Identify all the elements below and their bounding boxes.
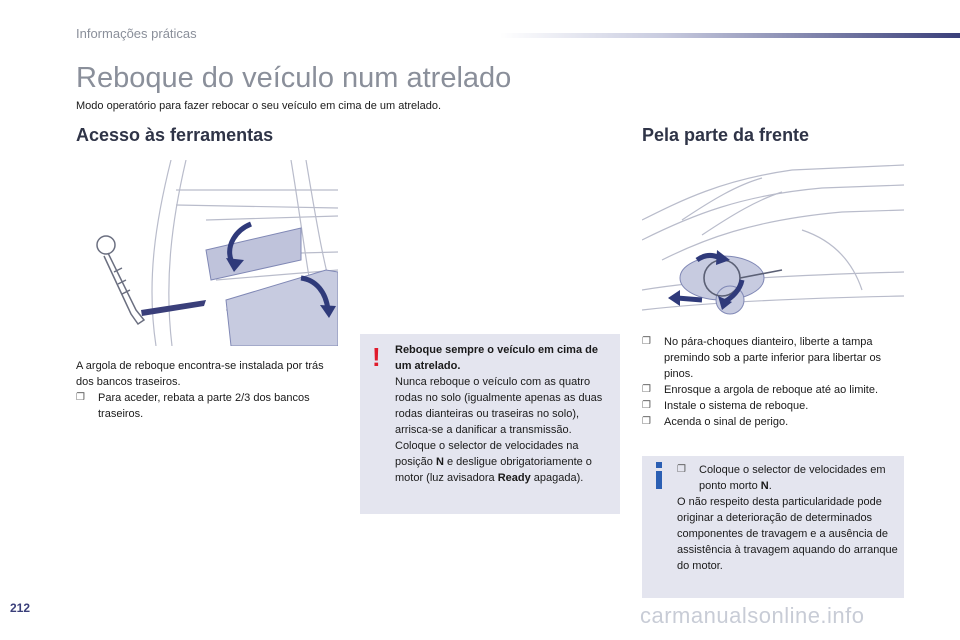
checkbox-bullet-icon: ❐ (642, 400, 651, 411)
info-bullet-pre: Coloque o selector de velocidades em ponto morto (699, 464, 886, 492)
warning-box (360, 334, 620, 514)
seat-illustration-svg (76, 160, 338, 346)
right-bullet-text: Enrosque a argola de reboque até ao limite. (664, 384, 879, 396)
watermark: carmanualsonline.info (640, 603, 865, 628)
right-bullet-row (642, 414, 904, 430)
heading-front: Pela parte da frente (642, 125, 810, 145)
info-icon (654, 462, 664, 492)
illustration-seat-towring (76, 160, 338, 346)
info-gear-n: N (760, 480, 769, 492)
info-bullet-text (699, 462, 899, 494)
info-bullet-row (677, 462, 899, 494)
warning-line2-pre: Coloque o selector de velocidades na posição (395, 440, 579, 468)
page-subtitle: Modo operatório para fazer rebocar o seu veículo em cima de um atrelado. (76, 100, 442, 112)
info-box (642, 456, 904, 598)
bumper-illustration-svg (642, 160, 904, 326)
right-bullet-row (642, 334, 904, 382)
right-bullet-text: Instale o sistema de reboque. (664, 400, 809, 412)
warning-line2-end: apagada). (530, 472, 584, 484)
warning-title: Reboque sempre o veículo em cima de um atrelado. (395, 344, 598, 372)
left-bullet-text: Para aceder, rebata a parte 2/3 dos bancos traseiros. (98, 392, 310, 420)
checkbox-bullet-icon: ❐ (642, 336, 651, 347)
checkbox-bullet-icon: ❐ (76, 392, 85, 403)
checkbox-bullet-icon: ❐ (642, 416, 651, 427)
heading-tools-access: Acesso às ferramentas (76, 125, 274, 145)
warning-text (395, 342, 617, 486)
left-body (76, 358, 338, 422)
warning-ready: Ready (497, 472, 531, 484)
left-intro: A argola de reboque encontra-se instalada por trás dos bancos traseiros. (76, 360, 324, 388)
exclamation-icon: ! (372, 342, 381, 372)
left-bullet-row (76, 390, 338, 422)
warning-line2-post: e desligue obrigatoriamente o motor (luz avisadora (395, 456, 592, 484)
right-bullet-text: No pára-choques dianteiro, liberte a tampa premindo sob a parte inferior para libertar os pinos. (664, 336, 882, 380)
right-bullet-row (642, 382, 904, 398)
warning-line1: Nunca reboque o veículo com as quatro rodas no solo (igualmente apenas as duas rodas dianteiras ou traseiras no solo), arrisca-se a danificar a transmissão. (395, 376, 603, 436)
info-text (677, 462, 899, 574)
warning-gear-n: N (435, 456, 444, 468)
right-bullet-row (642, 398, 904, 414)
page-number: 212 (10, 601, 31, 615)
header-bar (500, 33, 960, 38)
checkbox-bullet-icon: ❐ (677, 464, 686, 475)
section-label: Informações práticas (76, 26, 197, 41)
illustration-front-bumper (642, 160, 904, 326)
right-body (642, 334, 904, 430)
checkbox-bullet-icon: ❐ (642, 384, 651, 395)
page-title: Reboque do veículo num atrelado (76, 62, 512, 94)
info-paragraph: O não respeito desta particularidade pode originar a deterioração de determinados componentes de travagem e a ausência de assistência à travagem aquando do arranque do motor. (677, 496, 898, 572)
right-bullet-text: Acenda o sinal de perigo. (664, 416, 789, 428)
info-bullet-end: . (768, 480, 772, 492)
